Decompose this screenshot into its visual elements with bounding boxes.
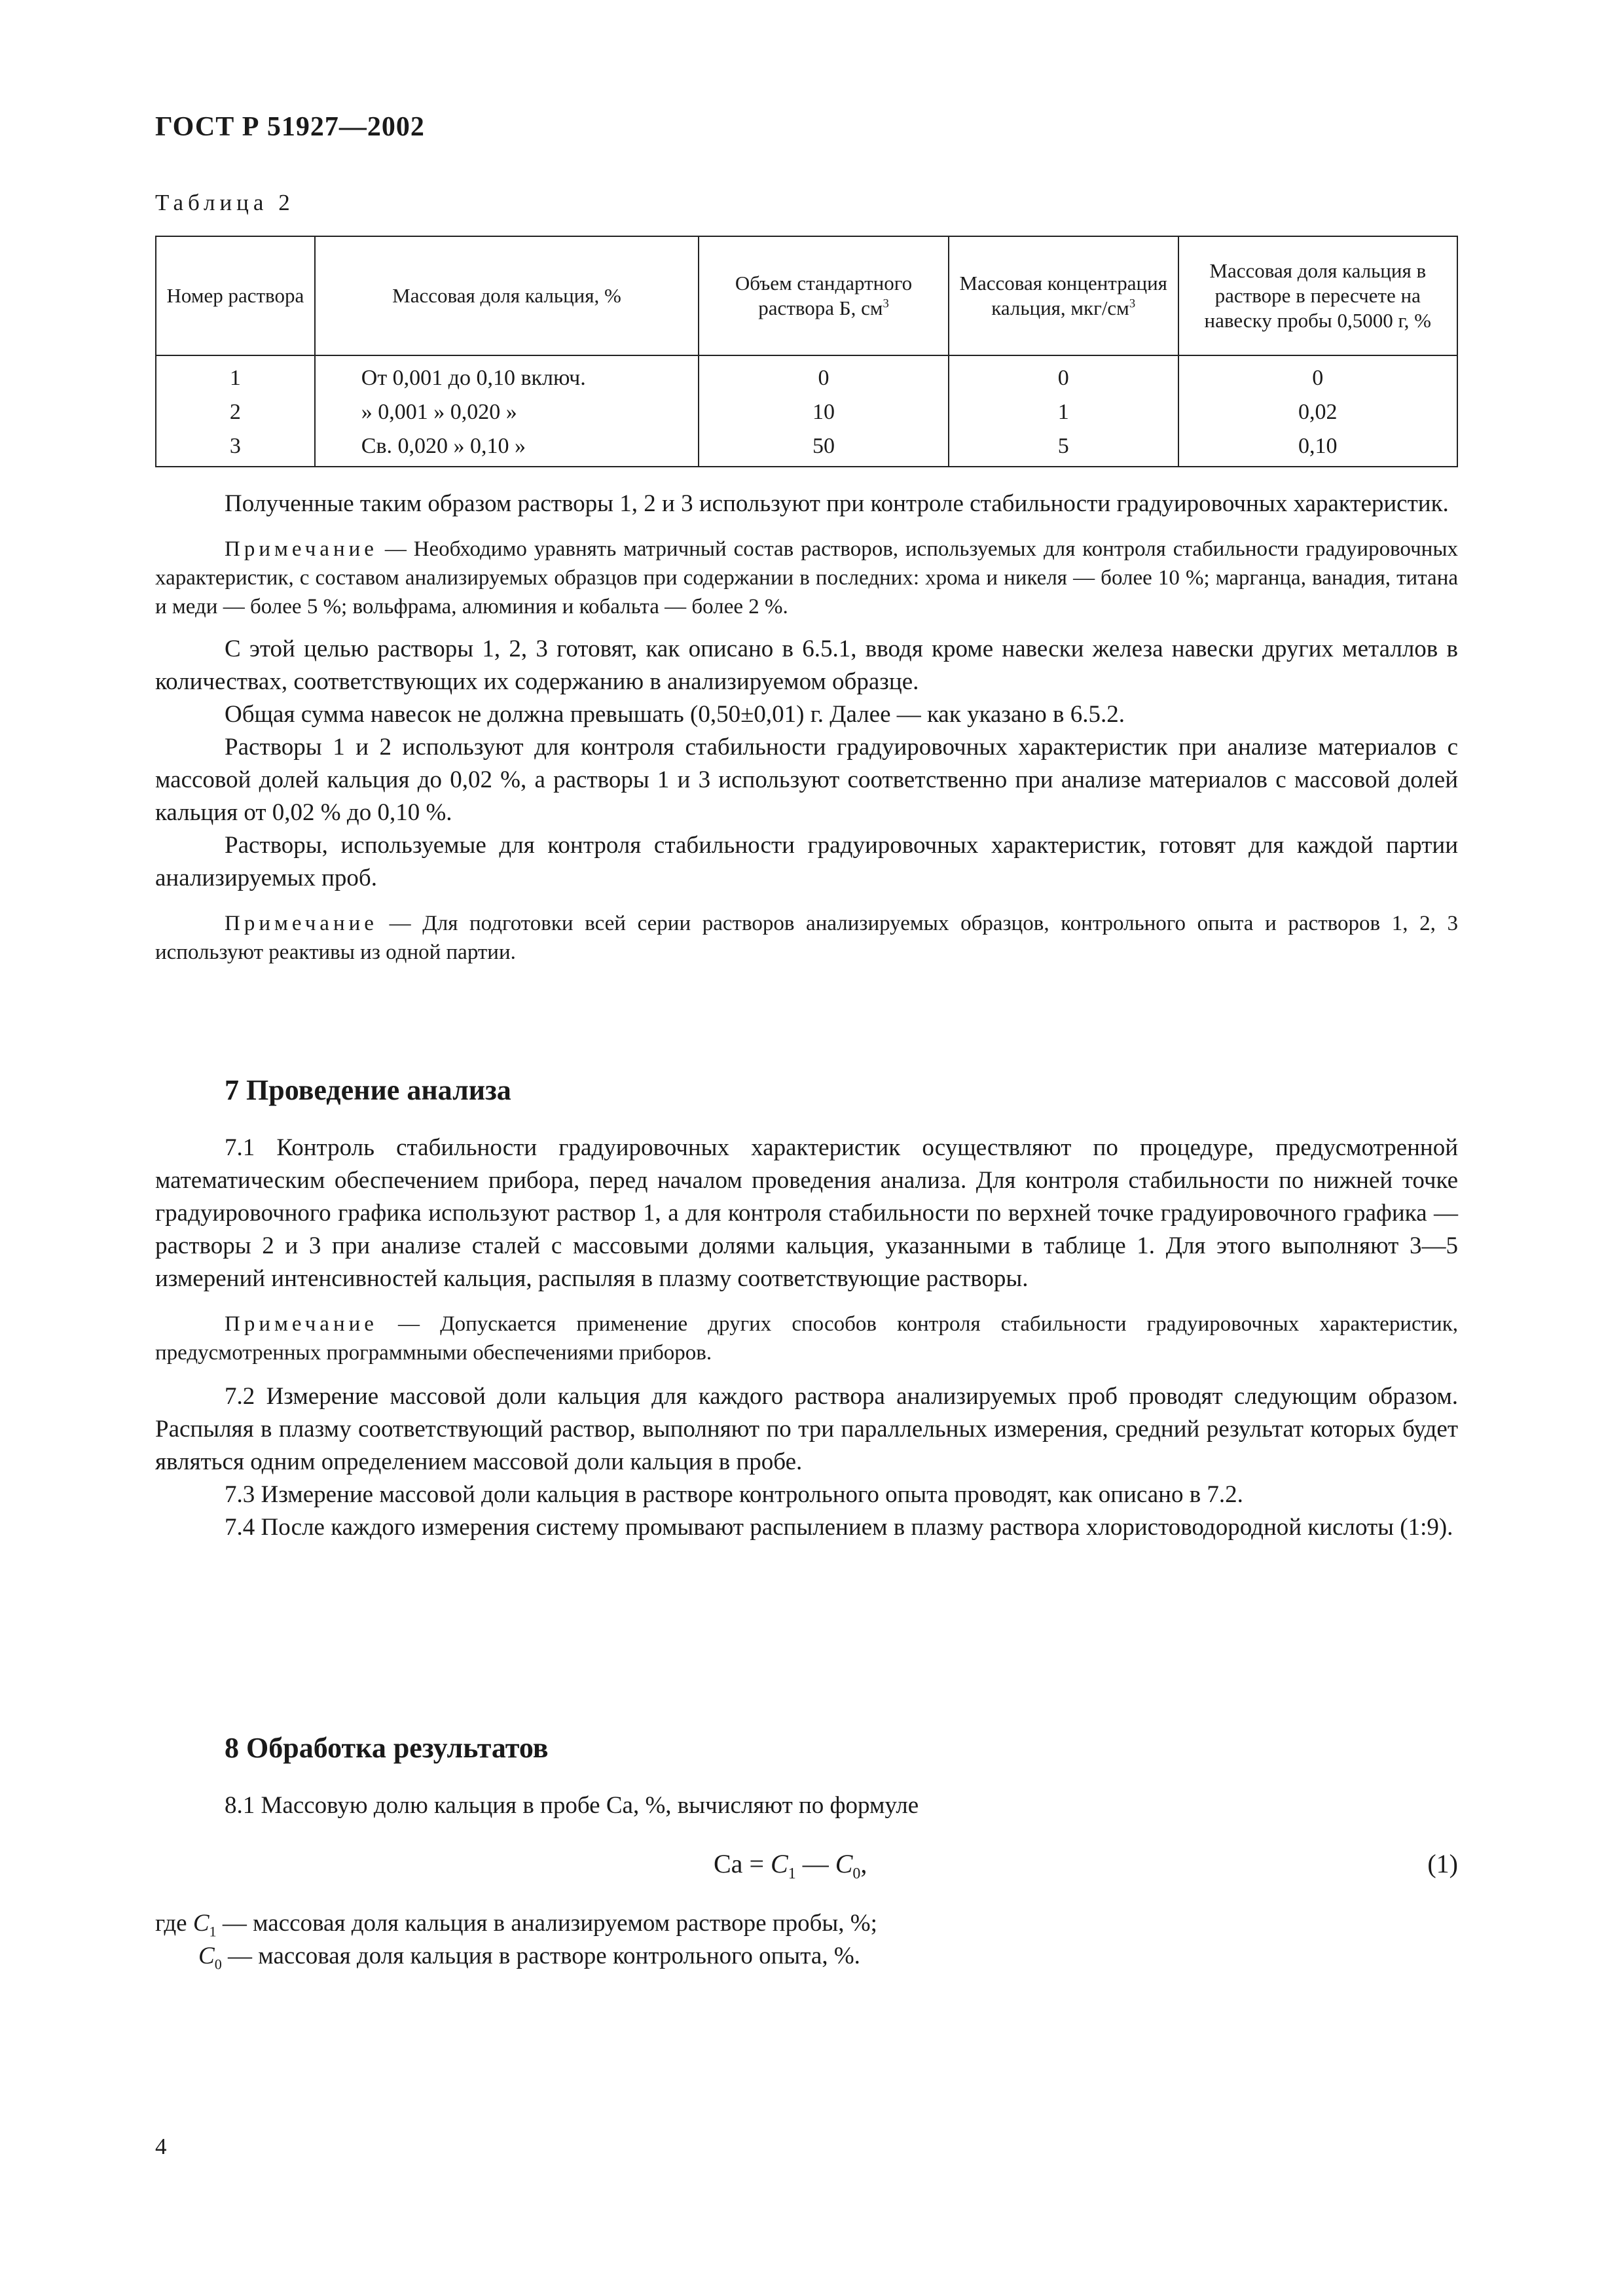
section-heading: 7 Проведение анализа	[225, 1074, 511, 1106]
section-8	[155, 1731, 1458, 1973]
formula-number: (1)	[1427, 1849, 1458, 1878]
paragraph: Полученные таким образом растворы 1, 2 и 3 используют при контроле стабильности градуировочных характеристик.	[225, 490, 1449, 517]
table-2	[155, 236, 1458, 467]
table-cell: 3	[156, 429, 315, 467]
document-header: ГОСТ Р 51927—2002	[155, 112, 425, 142]
table-cell: 0	[699, 355, 949, 395]
table-row	[156, 395, 1457, 429]
paragraph: Растворы, используемые для контроля стабильности градуировочных характеристик, готовят для каждой партии анализируемых проб.	[155, 832, 1458, 891]
formula-legend	[155, 1907, 1458, 1973]
column-header: Массовая концентрация кальция, мкг/$см^3$	[949, 236, 1178, 355]
column-header: Массовая доля кальция, %	[315, 236, 699, 355]
formula-expression: Са = $C_1$ — $C_0$,	[714, 1849, 867, 1882]
table-cell: 10	[699, 395, 949, 429]
note-label: Примечание	[225, 912, 378, 935]
table-cell: Св. 0,020 » 0,10 »	[315, 429, 699, 467]
paragraph: 7.2 Измерение массовой доли кальция для каждого раствора анализируемых проб проводят следующим образом. Распыляя в плазму соответствующий раствор, выполняют по три параллельных измерения, средний результат которых будет являться одним определением массовой доли кальция в пробе.	[155, 1383, 1458, 1475]
legend-line: где $C_1$ — массовая доля кальция в анализируемом растворе пробы, %;	[155, 1910, 877, 1940]
column-header: Номер раствора	[156, 236, 315, 355]
table-caption: Таблица 2	[155, 190, 295, 215]
table-cell: 1	[156, 355, 315, 395]
note-label: Примечание	[225, 1312, 378, 1336]
section-7	[155, 1073, 1458, 1544]
note-label: Примечание	[225, 537, 378, 561]
table-cell: 0	[1178, 355, 1457, 395]
table-header-row	[156, 236, 1457, 355]
section-heading: 8 Обработка результатов	[225, 1732, 549, 1764]
table-row	[156, 429, 1457, 467]
page-number: 4	[155, 2134, 167, 2159]
paragraph: 7.4 После каждого измерения систему промывают распылением в плазму раствора хлористоводородной кислоты (1:9).	[225, 1514, 1453, 1541]
table-cell: 5	[949, 429, 1178, 467]
note-2: Примечание — Для подготовки всей серии растворов анализируемых образцов, контрольного опыта и растворов 1, 2, 3 используют реактивы из одной партии.	[155, 912, 1458, 964]
paragraph: С этой целью растворы 1, 2, 3 готовят, как описано в 6.5.1, вводя кроме навески железа навески других металлов в количествах, соответствующих их содержанию в анализируемом образце.	[155, 636, 1458, 695]
body-text-block-1	[155, 488, 1458, 967]
legend-line: $C_0$ — массовая доля кальция в растворе контрольного опыта, %.	[198, 1943, 860, 1973]
table-cell: 0,10	[1178, 429, 1457, 467]
table-cell: От 0,001 до 0,10 включ.	[315, 355, 699, 395]
table-cell: 2	[156, 395, 315, 429]
paragraph: Общая сумма навесок не должна превышать (0,50±0,01) г. Далее — как указано в 6.5.2.	[225, 701, 1125, 728]
table-cell: » 0,001 » 0,020 »	[315, 395, 699, 429]
column-header: Объем стандартного раствора Б, $см^3$	[699, 236, 949, 355]
paragraph: Растворы 1 и 2 используют для контроля стабильности градуировочных характеристик при анализе материалов с массовой долей кальция до 0,02 %, а растворы 1 и 3 используют соответственно при анализе материалов с массовой долей кальция от 0,02 % до 0,10 %.	[155, 734, 1458, 826]
table-cell: 0	[949, 355, 1178, 395]
table-cell: 0,02	[1178, 395, 1457, 429]
table-row	[156, 355, 1457, 395]
table-cell: 1	[949, 395, 1178, 429]
note-1: Примечание — Необходимо уравнять матричный состав растворов, используемых для контроля стабильности градуировочных характеристик, с составом анализируемых образцов при содержании в последних: хрома и никеля — более 10 %; марганца, ванадия, титана и меди — более 5 %; вольфрама, алюминия и кобальта — более 2 %.	[155, 537, 1458, 619]
paragraph: 7.1 Контроль стабильности градуировочных характеристик осуществляют по процедуре, предусмотренной математическим обеспечением прибора, перед началом проведения анализа. Для контроля стабильности по нижней точке градуировочного графика используют раствор 1, а для контроля стабильности по верхней точке градуировочного графика — растворы 2 и 3 при анализе сталей с массовыми долями кальция, указанными в таблице 1. Для этого выполняют 3—5 измерений интенсивностей кальция, распыляя в плазму соответствующие растворы.	[155, 1134, 1458, 1292]
table-cell: 50	[699, 429, 949, 467]
note-3: Примечание — Допускается применение других способов контроля стабильности градуировочных характеристик, предусмотренных программными обеспечениями приборов.	[155, 1312, 1458, 1365]
paragraph: 7.3 Измерение массовой доли кальция в растворе контрольного опыта проводят, как описано в 7.2.	[225, 1481, 1243, 1508]
formula-1	[155, 1848, 1458, 1888]
paragraph: 8.1 Массовую долю кальция в пробе Са, %, вычисляют по формуле	[225, 1792, 919, 1819]
column-header: Массовая доля кальция в растворе в пересчете на навеску пробы 0,5000 г, %	[1178, 236, 1457, 355]
